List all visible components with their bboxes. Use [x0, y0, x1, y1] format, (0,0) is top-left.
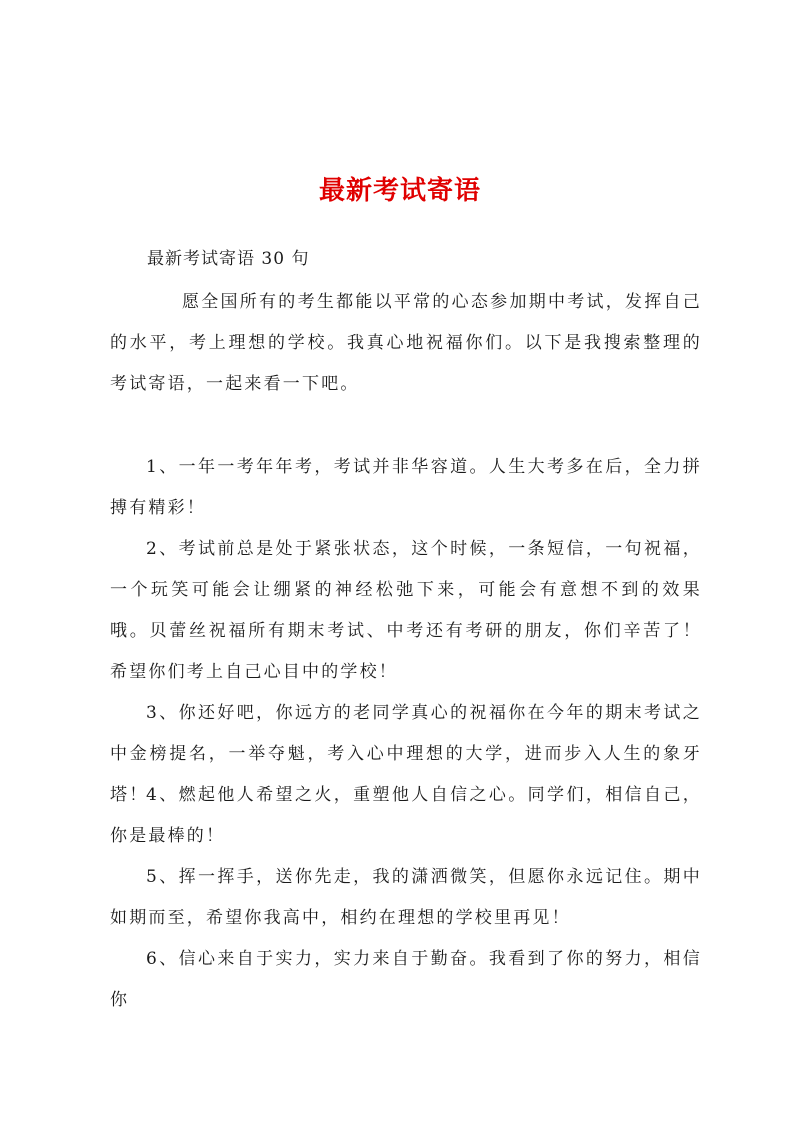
document-subtitle: 最新考试寄语 30 句 [147, 249, 310, 269]
list-item: 4、燃起他人希望之火，重塑他人自信之心。同学们，相信自己，你是最棒的！ [110, 785, 702, 846]
list-item: 6、信心来自于实力，实力来自于勤奋。我看到了你的努力，相信你 [110, 949, 702, 1010]
list-item: 5、挥一挥手，送你先走，我的潇洒微笑，但愿你永远记住。期中如期而至，希望你我高中，相约在理想的学校里再见！ [110, 867, 702, 928]
intro-paragraph: 愿全国所有的考生都能以平常的心态参加期中考试，发挥自己的水平，考上理想的学校。我真心地祝福你们。以下是我搜索整理的考试寄语，一起来看一下吧。 [110, 292, 702, 394]
document-title: 最新考试寄语 [318, 176, 481, 206]
list-item: 2、考试前总是处于紧张状态，这个时候，一条短信，一句祝福，一个玩笑可能会让绷紧的神经松弛下来，可能会有意想不到的效果哦。贝蕾丝祝福所有期末考试、中考还有考研的朋友，你们辛苦了！希望你们考上自己心目中的学校！ [110, 539, 702, 682]
list-item: 1、一年一考年年考，考试并非华容道。人生大考多在后，全力拼搏有精彩！ [110, 457, 702, 518]
list-item: 3、你还好吧，你远方的老同学真心的祝福你在今年的期末考试之中金榜提名，一举夺魁，考入心中理想的大学，进而步入人生的象牙塔！ [110, 703, 702, 805]
